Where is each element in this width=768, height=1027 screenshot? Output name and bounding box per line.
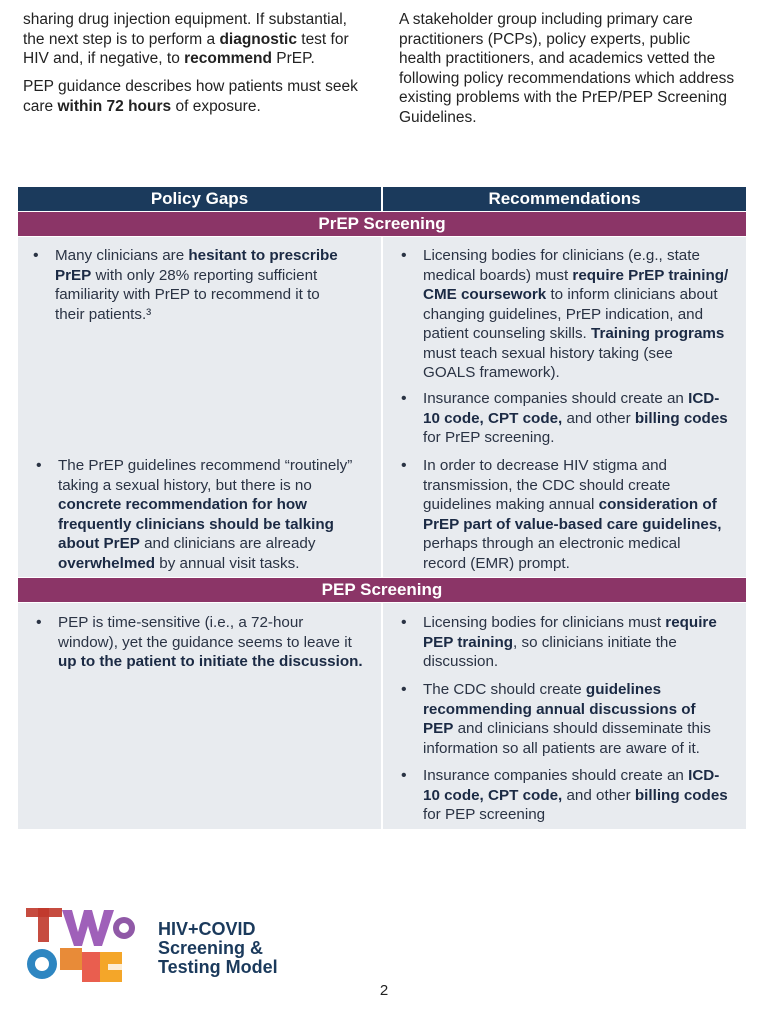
header-recommendations: Recommendations — [383, 187, 746, 211]
section-band-pep: PEP Screening — [18, 578, 746, 602]
prep-gap-1: • Many clinicians are hesitant to prescribe PrEP with only 28% reporting sufficient familiarity with PrEP to recommend it to their patients.³ — [55, 246, 365, 324]
header-policy-gaps: Policy Gaps — [18, 187, 381, 211]
prep-gaps-cell — [18, 237, 381, 577]
prep-rec-3: • In order to decrease HIV stigma and transmission, the CDC should create guidelines making annual consideration of PrEP part of value-based care guidelines, perhaps through an electronic medical record (EMR) prompt. — [423, 456, 738, 573]
page-number: 2 — [379, 982, 389, 999]
two-in-one-logo — [24, 906, 136, 984]
pep-gap-1: • PEP is time-sensitive (i.e., a 72-hour window), yet the guidance seems to leave it up to the patient to initiate the discussion. — [58, 613, 376, 672]
intro-left-paragraph-1: sharing drug injection equipment. If substantial, the next step is to perform a diagnostic test for HIV and, if negative, to recommend PrEP. — [23, 11, 349, 68]
pep-rec-2: • The CDC should create guidelines recommending annual discussions of PEP and clinicians should disseminate this information so all patients are aware of it. — [423, 680, 738, 758]
pep-gaps-cell — [18, 603, 381, 829]
logo-text — [158, 920, 278, 977]
table-header-row — [18, 187, 746, 211]
logo-line-2: Screening & — [158, 938, 264, 958]
prep-rec-2: • Insurance companies should create an ICD- 10 code, CPT code, and other billing codes for PrEP screening. — [423, 389, 738, 448]
prep-recommendations-cell — [383, 237, 746, 577]
pep-recommendations-cell — [383, 603, 746, 829]
prep-rec-1: • Licensing bodies for clinicians (e.g., state medical boards) must require PrEP training/ CME coursework to inform clinicians about changing guidelines, PrEP indication, and patient counseling skills. Training programs must teach sexual history taking (see GOALS framework). — [423, 246, 738, 383]
pep-rec-3: • Insurance companies should create an ICD- 10 code, CPT code, and other billing codes for PEP screening — [423, 766, 738, 825]
logo-line-3: Testing Model — [158, 957, 278, 977]
intro-left-paragraph-2: PEP guidance describes how patients must seek care within 72 hours of exposure. — [23, 78, 358, 115]
prep-gap-2: • The PrEP guidelines recommend “routinely” taking a sexual history, but there is no concrete recommendation for how frequently clinicians should be talking about PrEP and clinicians are already overwhelmed by annual visit tasks. — [58, 456, 373, 573]
prep-section — [18, 237, 746, 577]
logo-line-1: HIV+COVID — [158, 919, 256, 939]
pep-rec-1: • Licensing bodies for clinicians must require PEP training, so clinicians initiate the discussion. — [423, 613, 738, 672]
section-band-prep: PrEP Screening — [18, 212, 746, 236]
intro-right-paragraph: A stakeholder group including primary care practitioners (PCPs), policy experts, public health practitioners, and academics vetted the following policy recommendations which address existing problems with the PrEP/PEP Screening Guidelines. — [399, 11, 735, 126]
policy-table — [18, 187, 746, 829]
pep-section — [18, 603, 746, 829]
